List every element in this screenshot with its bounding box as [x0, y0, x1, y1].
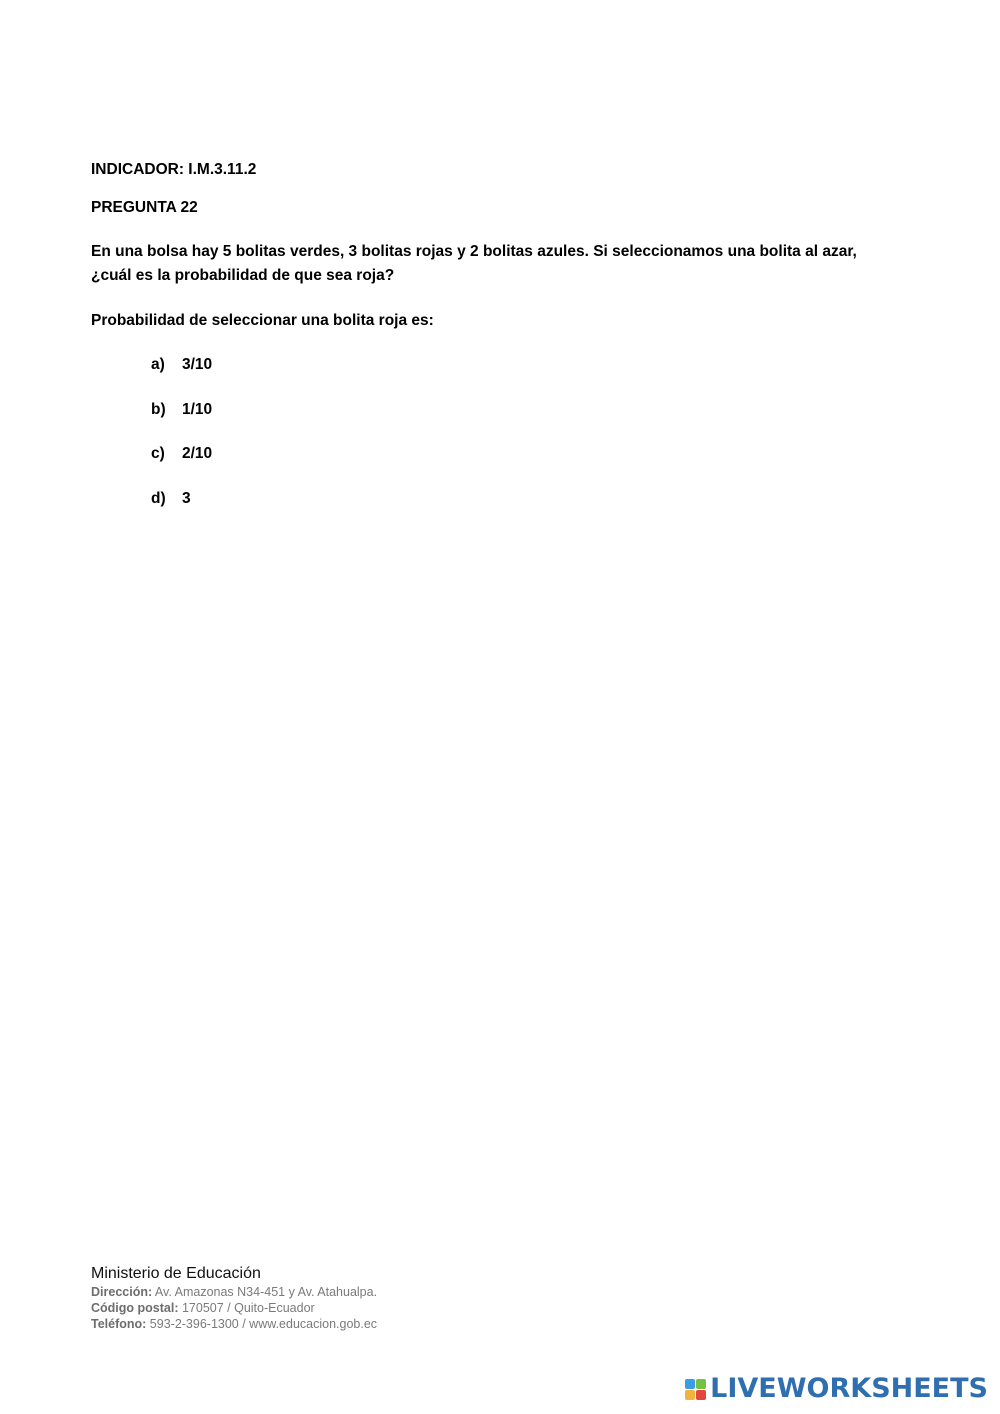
question-text-line-1: En una bolsa hay 5 bolitas verdes, 3 bolitas rojas y 2 bolitas azules. Si seleccionamos una bolita al azar,	[91, 243, 857, 260]
option-letter: a)	[151, 356, 165, 373]
option-value: 3/10	[182, 356, 213, 373]
logo-tile	[685, 1390, 695, 1400]
footer-postal	[91, 1300, 591, 1316]
ministry-name: Ministerio de Educación	[91, 1265, 261, 1282]
footer-phone	[91, 1316, 591, 1332]
answer-prompt: Probabilidad de seleccionar una bolita roja es:	[91, 312, 434, 329]
phone-label: Teléfono:	[91, 1317, 147, 1331]
answer-option-b[interactable]	[151, 398, 212, 443]
option-value: 1/10	[182, 400, 213, 418]
postal-value: 170507 / Quito-Ecuador	[178, 1301, 315, 1315]
indicator-label: INDICADOR: I.M.3.11.2	[91, 161, 257, 178]
footer-address	[91, 1284, 591, 1300]
brand-name: LIVEWORKSHEETS	[710, 1373, 988, 1404]
address-value: Av. Amazonas N34-451 y Av. Atahualpa.	[152, 1285, 378, 1299]
question-text	[91, 240, 911, 288]
address-label: Dirección:	[91, 1285, 153, 1299]
liveworksheets-brand[interactable]	[685, 1374, 988, 1404]
option-value: 2/10	[182, 445, 213, 463]
answer-option-c[interactable]	[151, 442, 212, 487]
option-value: 3	[182, 490, 191, 508]
option-letter: b)	[151, 400, 166, 418]
option-letter: d)	[151, 490, 166, 508]
liveworksheets-logo-icon	[685, 1379, 706, 1400]
logo-tile	[696, 1390, 706, 1400]
answer-option-d[interactable]	[151, 487, 212, 532]
postal-label: Código postal:	[91, 1301, 179, 1315]
logo-tile	[685, 1379, 695, 1389]
logo-tile	[696, 1379, 706, 1389]
question-number: PREGUNTA 22	[91, 199, 198, 216]
answer-option-a[interactable]	[151, 353, 212, 398]
option-letter: c)	[151, 445, 165, 463]
phone-value: 593-2-396-1300 / www.educacion.gob.ec	[146, 1317, 378, 1331]
answer-options	[151, 353, 212, 532]
footer	[91, 1264, 591, 1332]
question-text-line-2: ¿cuál es la probabilidad de que sea roja?	[91, 267, 395, 284]
